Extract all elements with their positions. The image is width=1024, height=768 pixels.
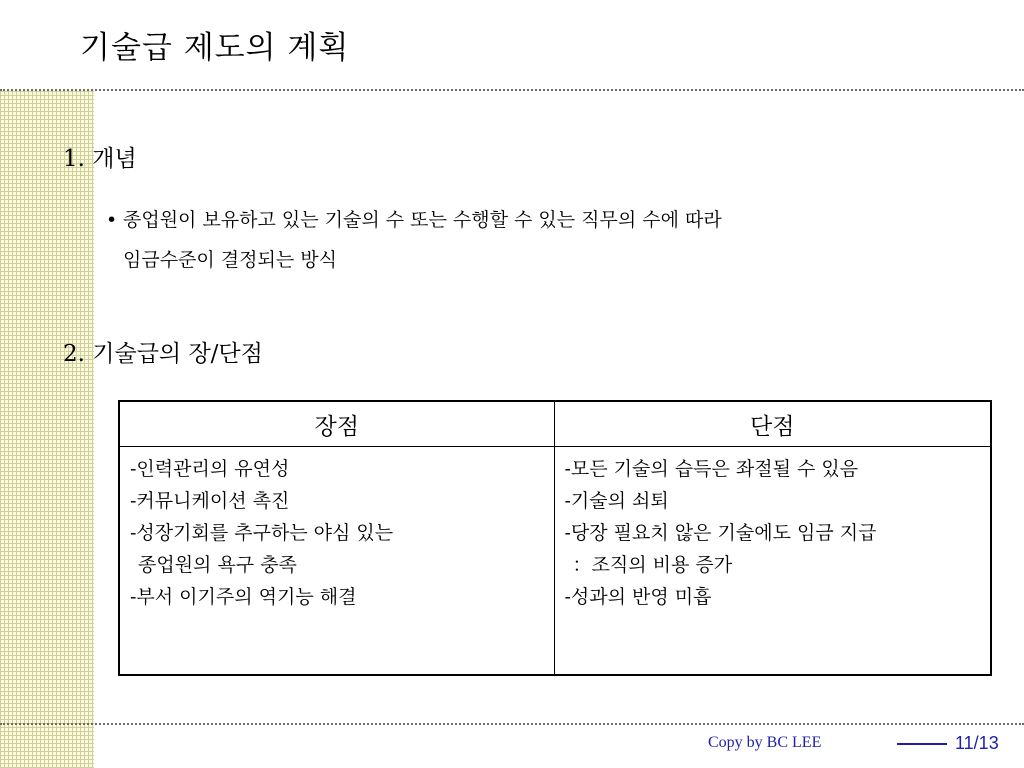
concept-bullet: [123, 200, 903, 280]
slide-title: 기술급 제도의 계획: [80, 30, 350, 66]
footer-copyright: Copy by BC LEE: [708, 734, 822, 751]
disadvantage-item: -성과의 반영 미흡: [564, 586, 712, 608]
table-header-row: [119, 401, 991, 447]
disadvantages-cell: [554, 447, 991, 676]
advantage-item: -인력관리의 유연성: [130, 458, 290, 480]
pros-cons-table: [118, 400, 992, 676]
advantage-item: -성장기회를 추구하는 야심 있는: [130, 522, 394, 544]
table-row: [119, 447, 991, 676]
disadvantages-header: 단점: [554, 401, 991, 447]
side-grid-pattern: [0, 90, 94, 768]
footer-divider: [0, 723, 1024, 725]
footer-rule: [897, 743, 947, 745]
advantages-cell: [119, 447, 554, 676]
header-divider: [0, 89, 1024, 91]
advantage-item: -부서 이기주의 역기능 해결: [130, 586, 357, 608]
concept-bullet-line: 임금수준이 결정되는 방식: [123, 249, 337, 271]
bullet-marker: •: [106, 209, 118, 231]
disadvantage-item: -당장 필요치 않은 기술에도 임금 지급: [564, 522, 877, 544]
section-heading-pros-cons: 2. 기술급의 장/단점: [63, 341, 263, 367]
advantage-item: 종업원의 욕구 충족: [138, 554, 297, 576]
concept-bullet-line: 종업원이 보유하고 있는 기술의 수 또는 수행할 수 있는 직무의 수에 따라: [123, 209, 722, 231]
disadvantage-item: -기술의 쇠퇴: [564, 490, 669, 512]
section-heading-concept: 1. 개념: [63, 146, 137, 172]
advantage-item: -커뮤니케이션 촉진: [130, 490, 290, 512]
page-number: 11/13: [955, 733, 999, 753]
advantages-header: 장점: [119, 401, 554, 447]
disadvantage-item: ：조직의 비용 증가: [572, 554, 733, 576]
disadvantage-item: -모든 기술의 습득은 좌절될 수 있음: [564, 458, 859, 480]
